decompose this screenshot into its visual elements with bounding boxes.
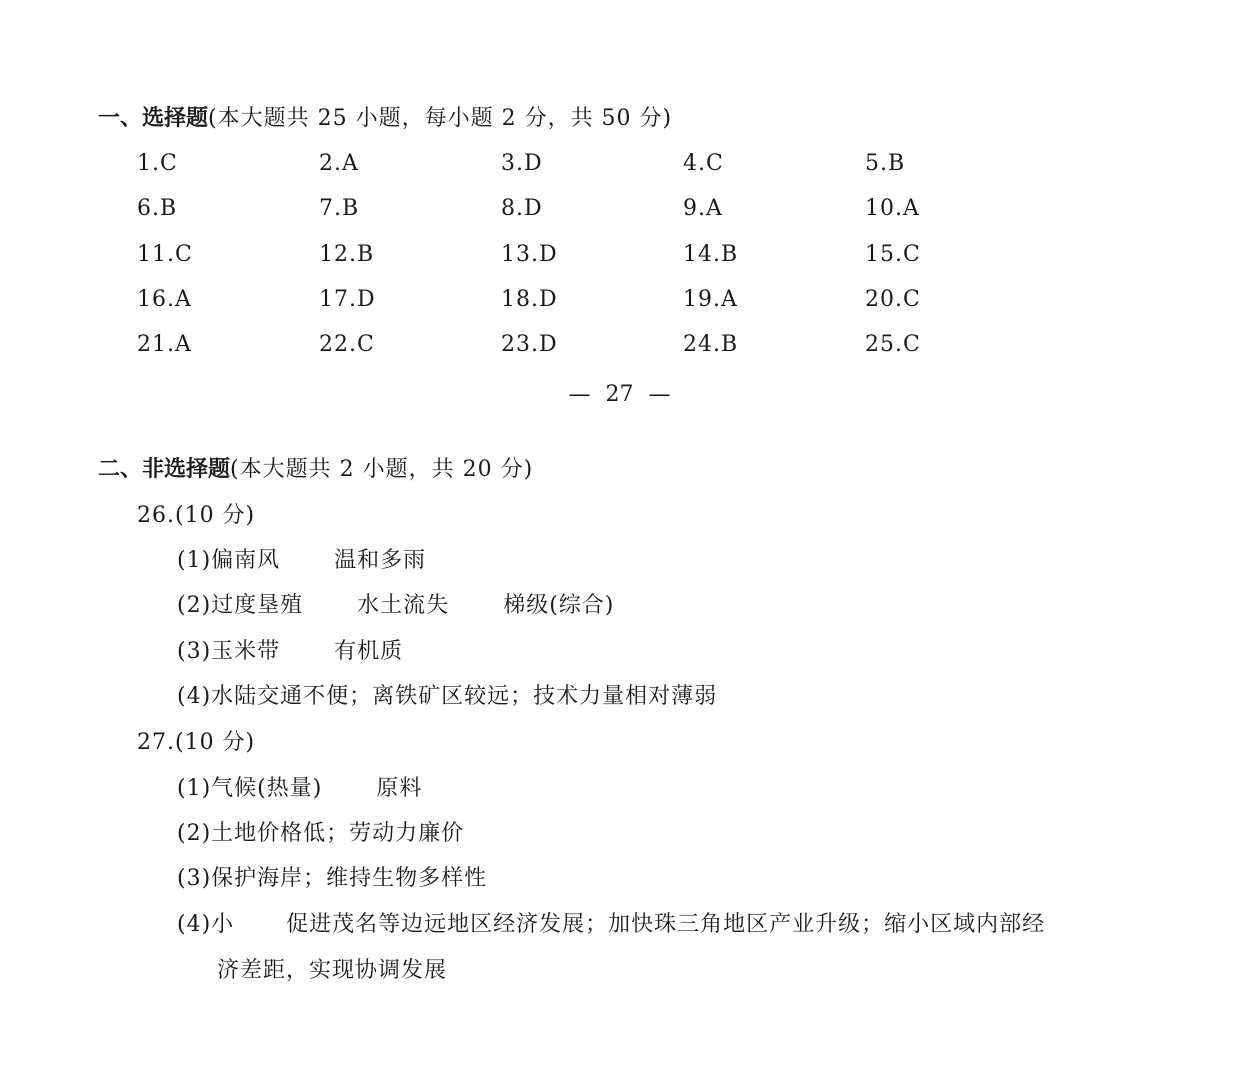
answer-14: 14.B [683,241,739,267]
answer-17: 17.D [319,286,376,312]
question-26-title: 26.(10 分) [137,503,256,528]
q26-a2-part3: 梯级(综合) [503,593,615,618]
section-2-note: (本大题共 2 小题，共 20 分) [230,457,534,482]
answer-25: 25.C [865,332,921,358]
answer-12: 12.B [319,241,375,267]
q26-a3-part1: (3)玉米带 [177,639,281,664]
answer-20: 20.C [865,286,921,312]
answer-11: 11.C [137,241,193,267]
q27-answer-1 [177,774,422,804]
answer-6: 6.B [137,196,178,222]
answer-22: 22.C [319,332,375,358]
q26-answer-3 [177,637,403,667]
page-number: — 27 — [568,382,671,407]
q27-answer-4 [177,910,1045,940]
answer-10: 10.A [865,196,920,222]
q27-a1-part1: (1)气候(热量) [177,776,323,801]
answer-8: 8.D [501,196,543,222]
answer-23: 23.D [501,332,558,358]
answer-3: 3.D [501,151,543,176]
answer-7: 7.B [319,196,360,222]
q26-a2-part1: (2)过度垦殖 [177,593,304,618]
answer-24: 24.B [683,332,739,358]
choice-answer-grid [137,149,985,375]
q26-a2-part2: 水土流失 [357,593,450,618]
section-1-heading [98,104,672,134]
q26-answer-2 [177,591,614,621]
section-1-note: (本大题共 25 小题，每小题 2 分，共 50 分) [208,106,673,131]
q26-a1-part2: 温和多雨 [334,548,427,573]
answer-13: 13.D [501,241,558,267]
answer-1: 1.C [137,151,178,176]
answer-18: 18.D [501,286,558,312]
section-2-heading [98,455,533,485]
section-2-title: 二、非选择题 [98,457,231,482]
answer-21: 21.A [137,332,192,358]
answer-15: 15.C [865,241,921,267]
q26-a1-part1: (1)偏南风 [177,548,281,573]
answer-5: 5.B [865,151,906,176]
q27-a1-part2: 原料 [376,776,423,801]
q26-answer-1 [177,546,426,576]
q27-answer-4-continued: 济差距，实现协调发展 [217,958,448,983]
q27-a4-part2: 促进茂名等边远地区经济发展；加快珠三角地区产业升级；缩小区域内部经 [286,912,1046,937]
answer-9: 9.A [683,196,723,222]
answer-4: 4.C [683,151,724,176]
q26-answer-4: (4)水陆交通不便；离铁矿区较远；技术力量相对薄弱 [177,684,718,709]
answer-16: 16.A [137,286,192,312]
q26-a3-part2: 有机质 [334,639,404,664]
question-27-title: 27.(10 分) [137,730,256,755]
q27-answer-3: (3)保护海岸；维持生物多样性 [177,866,488,891]
answer-19: 19.A [683,286,738,312]
q27-answer-2: (2)土地价格低；劳动力廉价 [177,821,465,846]
q27-a4-part1: (4)小 [177,912,235,937]
answer-2: 2.A [319,151,359,176]
section-1-title: 一、选择题 [98,106,209,131]
